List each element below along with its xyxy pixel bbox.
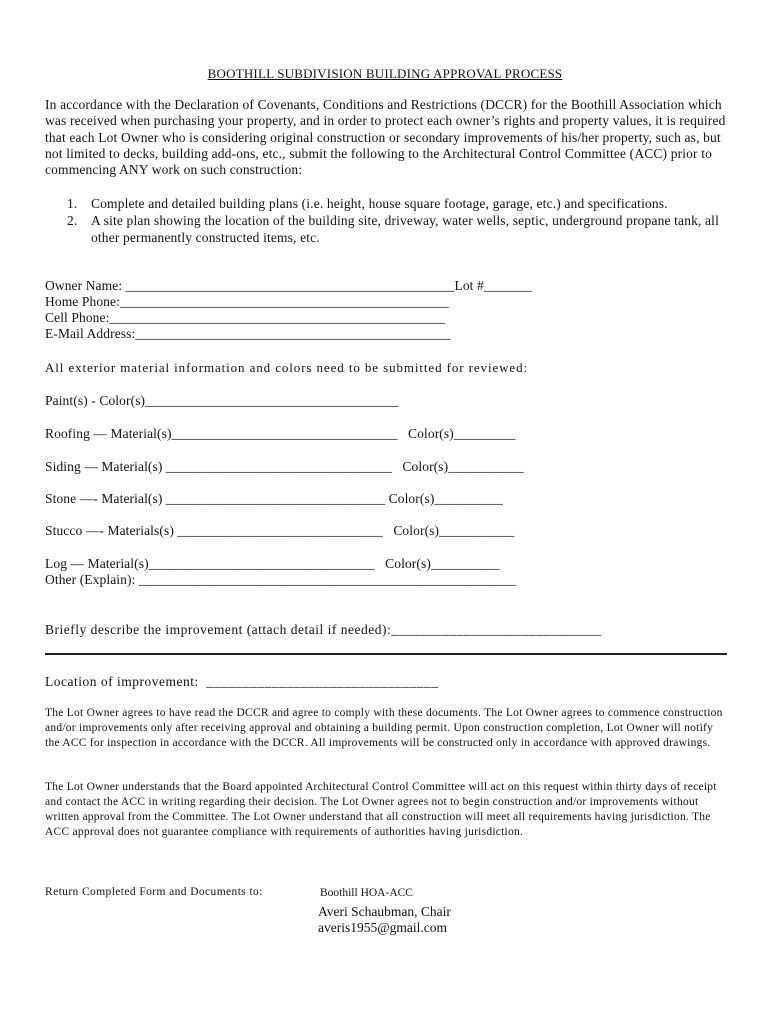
stone-material-field[interactable]: Stone —- Material(s) ________________________________ Color(s)__________ bbox=[45, 491, 503, 506]
divider bbox=[45, 653, 727, 655]
roofing-material-field[interactable]: Roofing — Material(s)_________________________________ Color(s)_________ bbox=[45, 426, 516, 441]
list-item-number: 1. bbox=[67, 196, 78, 211]
cell-phone-field[interactable]: Cell Phone:_________________________________________________ bbox=[45, 310, 446, 325]
list-item-number: 2. bbox=[67, 213, 78, 229]
list-item-text: A site plan showing the location of the building site, driveway, water wells, septic, underground propane tank, all other permanently constructed items, etc. bbox=[91, 213, 719, 245]
return-label: Return Completed Form and Documents to: bbox=[45, 886, 263, 898]
paint-color-field[interactable]: Paint(s) - Color(s)_____________________________________ bbox=[45, 393, 399, 408]
stucco-material-field[interactable]: Stucco —- Materials(s) ______________________________ Color(s)___________ bbox=[45, 523, 515, 538]
agreement-paragraph: The Lot Owner agrees to have read the DCCR and agree to comply with these documents. The Lot Owner agrees to commence construction and/or improvements only after receiving approval and obtaining a building permit. Upon construction completion, Lot Owner will notify the ACC for inspection in accordance with the DCCR. All improvements will be constructed only in accordance with approved drawings. bbox=[45, 707, 723, 749]
list-item bbox=[45, 213, 730, 246]
return-email: averis1955@gmail.com bbox=[318, 920, 448, 935]
intro-paragraph: In accordance with the Declaration of Covenants, Conditions and Restrictions (DCCR) for the Boothill Association which was received when purchasing your property, and in order to protect each owner’s rights and property values, it is required that each Lot Owner who is considering original construction or secondary improvements of his/her property, such as, but not limited to decks, building add-ons, etc., submit the following to the Architectural Control Committee (ACC) prior to commencing ANY work on such construction: bbox=[45, 97, 726, 178]
list-item-text: Complete and detailed building plans (i.e. height, house square footage, garage, etc.) and specifications. bbox=[91, 196, 668, 211]
location-field[interactable]: Location of improvement: ________________________________ bbox=[45, 674, 439, 689]
email-field[interactable]: E-Mail Address:______________________________________________ bbox=[45, 326, 451, 341]
siding-material-field[interactable]: Siding — Material(s) _________________________________ Color(s)___________ bbox=[45, 459, 524, 474]
other-explain-field[interactable]: Other (Explain): _______________________________________________________ bbox=[45, 572, 516, 587]
materials-heading: All exterior material information and colors need to be submitted for reviewed: bbox=[45, 360, 528, 375]
describe-improvement-field[interactable]: Briefly describe the improvement (attach detail if needed):_____________________________ bbox=[45, 622, 602, 637]
page-title: BOOTHILL SUBDIVISION BUILDING APPROVAL PROCESS bbox=[207, 66, 563, 81]
log-material-field[interactable]: Log — Material(s)_________________________________ Color(s)__________ bbox=[45, 556, 500, 571]
acc-terms-paragraph: The Lot Owner understands that the Board appointed Architectural Control Committee will act on this request within thirty days of receipt and contact the ACC in writing regarding their decision. The Lot Owner agrees not to begin construction and/or improvements without written approval from the Committee. The Lot Owner understand that all construction will meet all requirements having jurisdiction. The ACC approval does not guarantee compliance with requirements of authorities having jurisdiction. bbox=[45, 781, 717, 838]
home-phone-field[interactable]: Home Phone:________________________________________________ bbox=[45, 294, 449, 309]
list-item bbox=[45, 196, 730, 212]
return-org: Boothill HOA-ACC bbox=[320, 887, 413, 899]
requirements-list bbox=[45, 196, 730, 247]
return-contact-name: Averi Schaubman, Chair bbox=[318, 904, 451, 919]
owner-name-field[interactable]: Owner Name: ________________________________________________Lot #_______ bbox=[45, 278, 532, 293]
